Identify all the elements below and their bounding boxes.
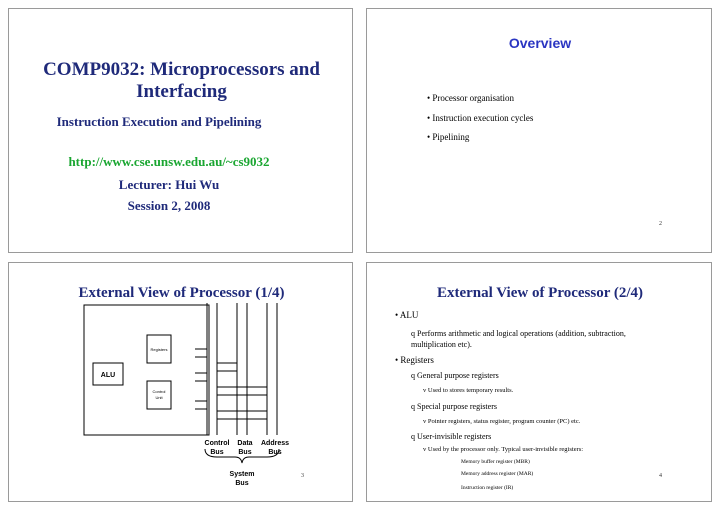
bullet-3: • Pipelining [427, 132, 470, 142]
spr-desc: v Pointer registers, status register, program counter (PC) etc. [423, 418, 581, 425]
system-bus-label-2: Bus [235, 480, 249, 487]
session: Session 2, 2008 [127, 198, 211, 213]
slide-4 [366, 262, 712, 502]
address-bus-label-2: Bus [268, 449, 282, 456]
gpr-desc: v Used to stores temporary results. [423, 387, 514, 394]
gpr: q General purpose registers [411, 371, 499, 380]
title-line-2: Interfacing [136, 81, 227, 102]
slide-2 [366, 8, 712, 253]
uir-desc: v Used by the processor only. Typical user-invisible registers: [423, 446, 584, 453]
alu-label: ALU [100, 372, 116, 379]
lecturer: Lecturer: Hui Wu [118, 177, 220, 192]
control-bus-label-2: Bus [210, 449, 224, 456]
uir-item-mbr: Memory buffer register (MBR) [461, 459, 530, 465]
page-number: 2 [659, 221, 662, 227]
alu-desc-1: q Performs arithmetic and logical operations (addition, subtraction, [411, 329, 626, 338]
slide-4-title: External View of Processor (2/4) [436, 285, 644, 301]
slide-3-title: External View of Processor (1/4) [78, 285, 285, 301]
system-bus-label-1: System [229, 471, 255, 478]
control-unit-label-1: Control [152, 389, 166, 394]
slide-3 [8, 262, 353, 502]
registers-heading: • Registers [395, 355, 434, 365]
data-bus-label-1: Data [237, 440, 253, 447]
address-bus-label-1: Address [260, 440, 290, 447]
data-bus-label-2: Bus [238, 449, 252, 456]
page-number: 3 [301, 473, 304, 479]
control-bus-label-1: Control [204, 440, 230, 447]
uir-item-mar: Memory address register (MAR) [461, 471, 534, 477]
bullet-2: • Instruction execution cycles [427, 113, 534, 123]
slide-1-title [9, 59, 354, 103]
slide-2-title: Overview [508, 35, 572, 51]
spr: q Special purpose registers [411, 402, 497, 411]
page-number: 4 [659, 473, 662, 479]
slide-1-subtitle: Instruction Execution and Pipelining [56, 114, 262, 129]
uir: q User-invisible registers [411, 432, 492, 441]
control-unit-label-2: Unit [155, 395, 163, 400]
slide-1 [8, 8, 353, 253]
alu-desc-2: multiplication etc). [411, 340, 472, 349]
registers-label: Registers [150, 347, 168, 352]
uir-item-ir: Instruction register (IR) [461, 485, 514, 491]
alu-heading: • ALU [395, 310, 419, 320]
title-line-1: COMP9032: Microprocessors and [43, 59, 320, 80]
processor-diagram [9, 263, 354, 503]
bullet-1: • Processor organisation [427, 93, 514, 103]
course-url: http://www.cse.unsw.edu.au/~cs9032 [68, 154, 270, 169]
bus-lines [195, 303, 277, 435]
